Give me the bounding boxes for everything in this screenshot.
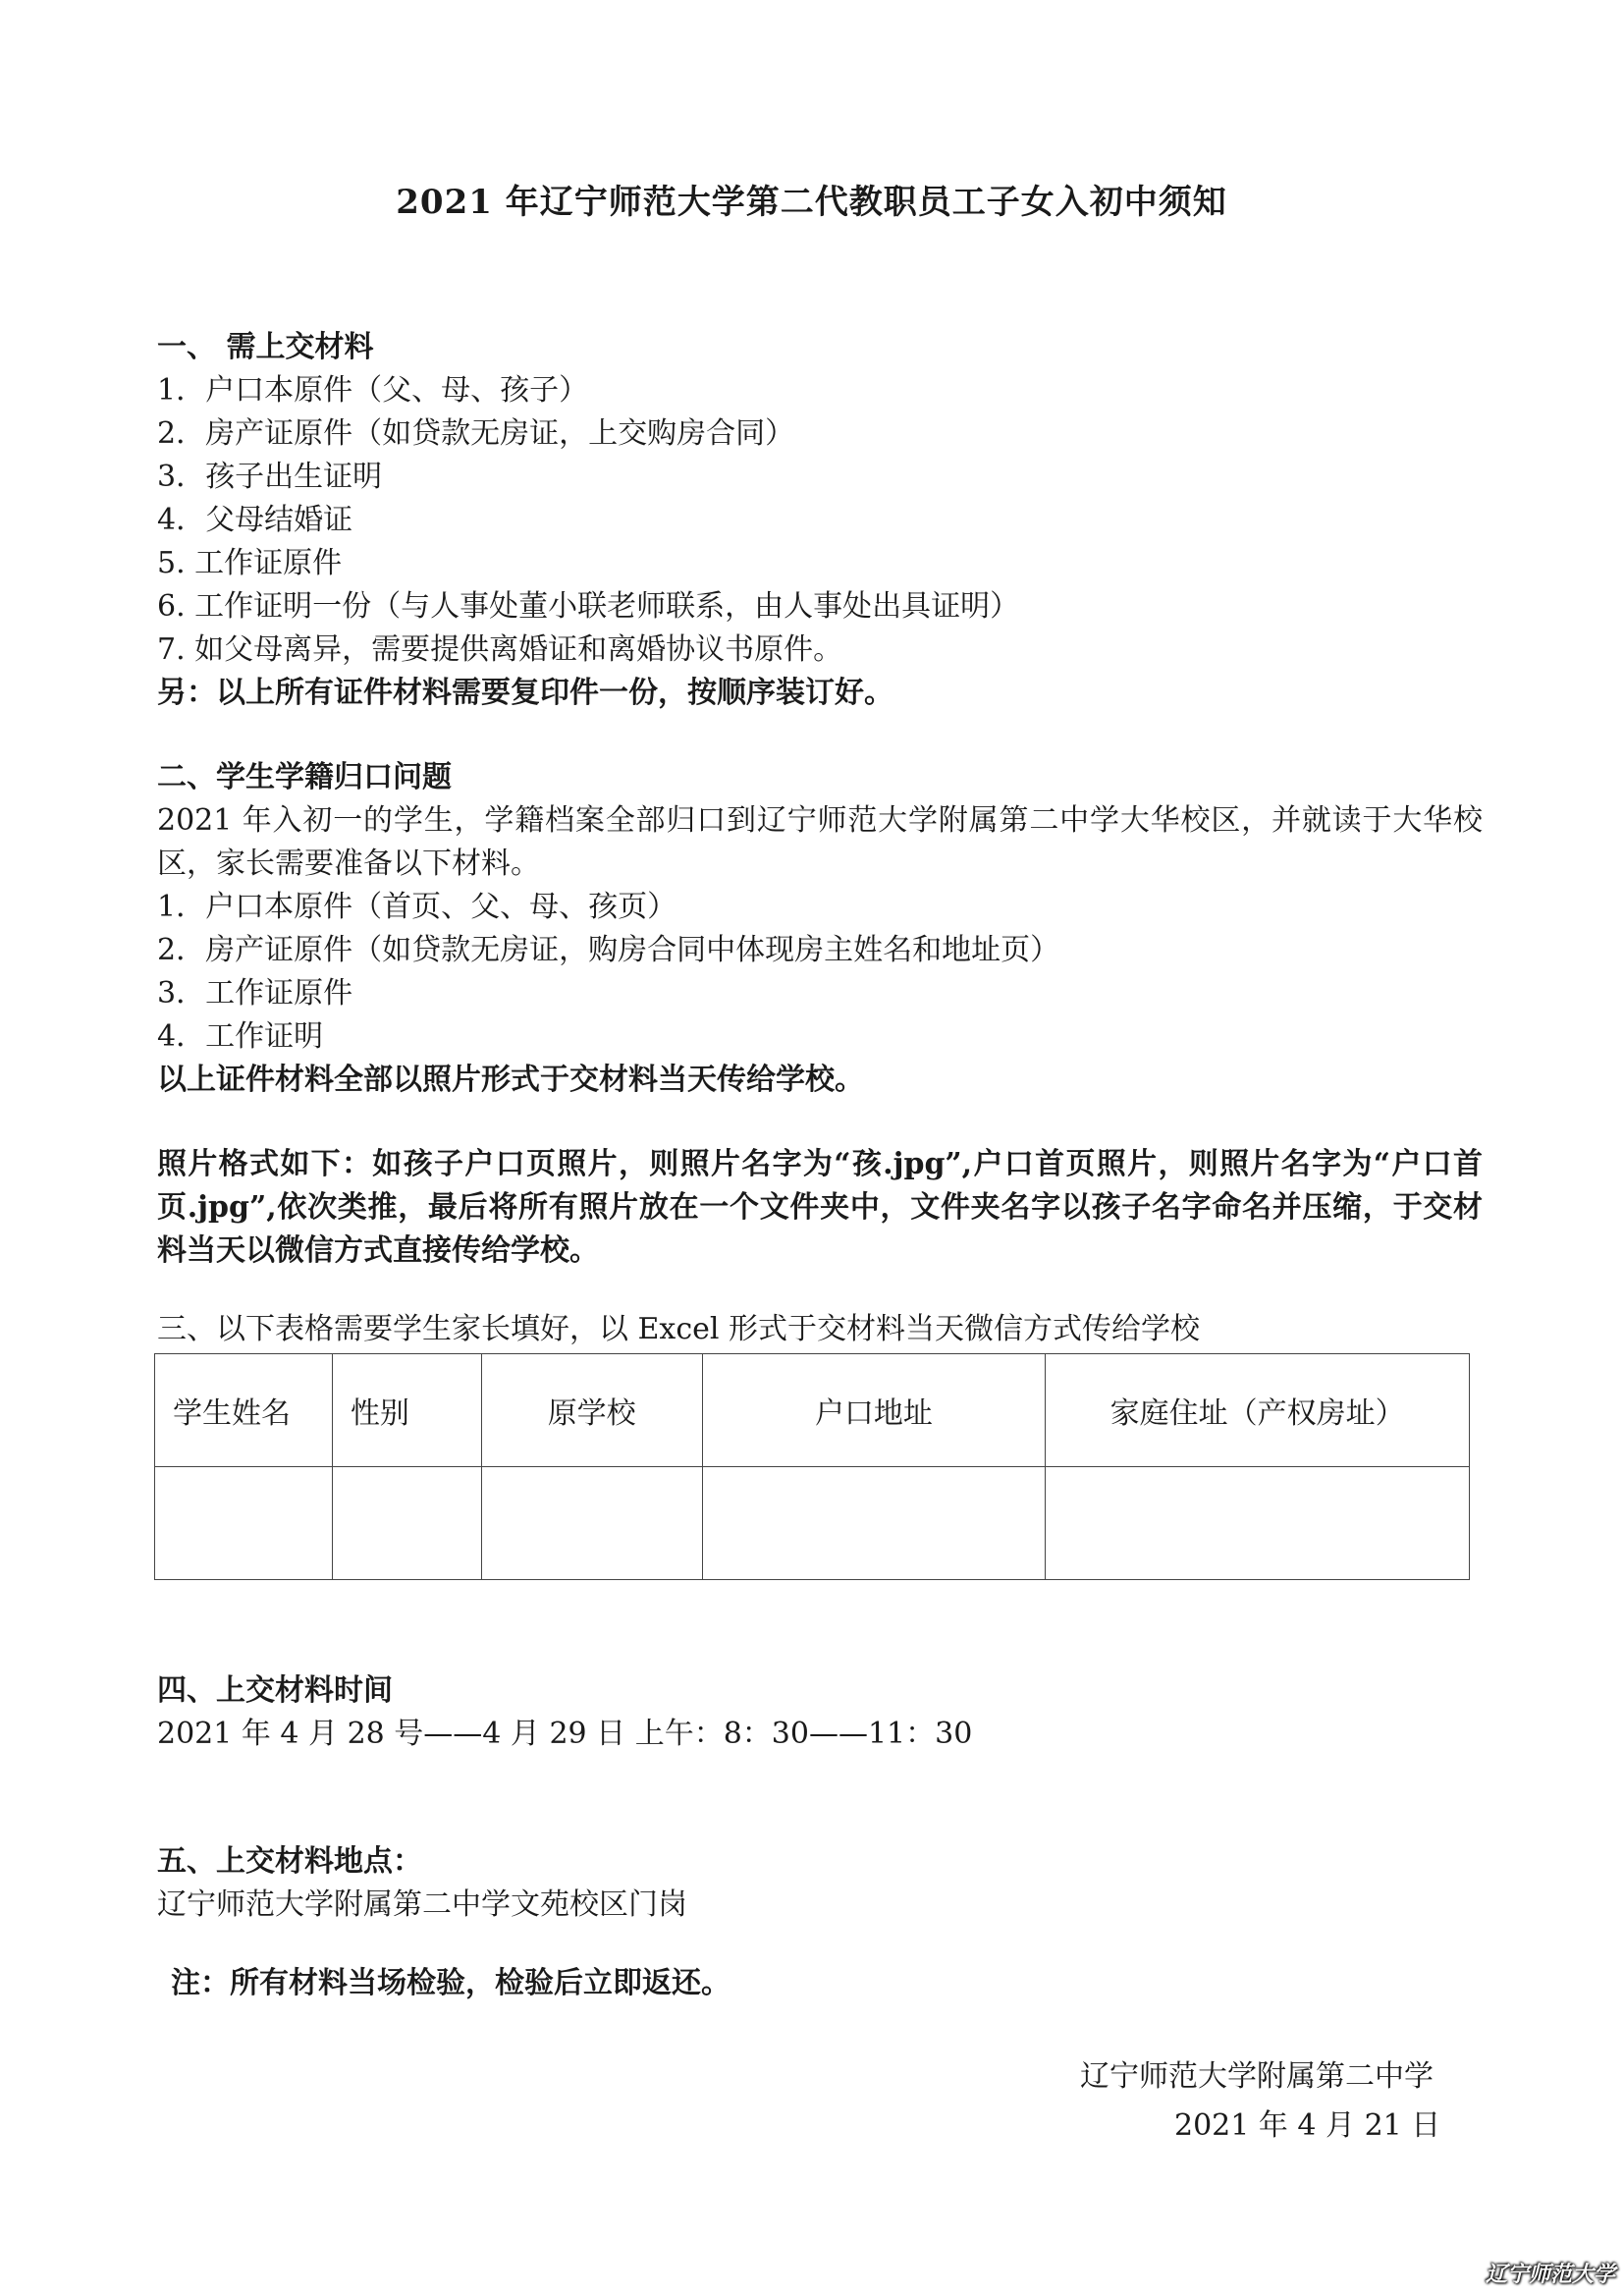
section2-intro: 2021 年入初一的学生，学籍档案全部归口到辽宁师范大学附属第二中学大华校区，并就读于大华校区，家长需要准备以下材料。 (157, 803, 1483, 881)
section1-item: 6. 工作证明一份（与人事处董小联老师联系，由人事处出具证明） (157, 589, 1020, 624)
section2-heading: 二、学生学籍归口问题 (157, 760, 452, 794)
section2-item: 2．房产证原件（如贷款无房证，购房合同中体现房主姓名和地址页） (157, 933, 1060, 967)
section1-item: 1．户口本原件（父、母、孩子） (157, 373, 589, 408)
section3-heading: 三、以下表格需要学生家长填好，以 Excel 形式于交材料当天微信方式传给学校 (157, 1312, 1201, 1346)
photo-format-instructions: 照片格式如下：如孩子户口页照片，则照片名字为“孩.jpg”,户口首页照片，则照片名字为“户口首页.jpg”,依次类推，最后将所有照片放在一个文件夹中，文件夹名字以孩子名字命名并压缩，于交材料当天以微信方式直接传给学校。 (157, 1147, 1483, 1268)
section1-item: 5. 工作证原件 (157, 546, 343, 580)
section2-item: 4．工作证明 (157, 1019, 324, 1054)
table-cell[interactable] (702, 1467, 1046, 1580)
section4-heading: 四、上交材料时间 (157, 1673, 393, 1708)
section1-item: 7. 如父母离异，需要提供离婚证和离婚协议书原件。 (157, 632, 843, 667)
table-header-household-address: 户口地址 (702, 1354, 1046, 1467)
table-header-home-address: 家庭住址（产权房址） (1046, 1354, 1470, 1467)
table-row (155, 1467, 1470, 1580)
section4-text: 2021 年 4 月 28 号——4 月 29 日 上午：8：30——11：30 (157, 1717, 973, 1751)
table-cell[interactable] (155, 1467, 333, 1580)
watermark-logo: 辽宁师范大学 (1485, 2263, 1615, 2287)
document-body (157, 326, 1483, 1351)
section1-item: 2．房产证原件（如贷款无房证，上交购房合同） (157, 416, 795, 451)
footnote: 注：所有材料当场检验，检验后立即返还。 (171, 1966, 730, 2000)
signature-org: 辽宁师范大学附属第二中学 (1080, 2059, 1434, 2094)
table-cell[interactable] (1046, 1467, 1470, 1580)
signature-block (1080, 2052, 1440, 2151)
signature-date: 2021 年 4 月 21 日 (1174, 2108, 1441, 2143)
table-cell[interactable] (332, 1467, 481, 1580)
page-title: 2021 年辽宁师范大学第二代教职员工子女入初中须知 (396, 183, 1227, 222)
section1-note: 另：以上所有证件材料需要复印件一份，按顺序装订好。 (157, 676, 893, 710)
table-header-student-name: 学生姓名 (155, 1354, 333, 1467)
section2-note: 以上证件材料全部以照片形式于交材料当天传给学校。 (157, 1063, 864, 1097)
table-header-former-school: 原学校 (481, 1354, 702, 1467)
table-cell[interactable] (481, 1467, 702, 1580)
document-body-lower (157, 1669, 1483, 2005)
section2-item: 3．工作证原件 (157, 976, 353, 1011)
table-header-gender: 性别 (332, 1354, 481, 1467)
section2-item: 1．户口本原件（首页、父、母、孩页） (157, 890, 677, 924)
info-form-table (154, 1353, 1470, 1580)
section1-heading: 一、 需上交材料 (157, 330, 374, 364)
section1-item: 3．孩子出生证明 (157, 460, 383, 494)
table-header-row (155, 1354, 1470, 1467)
section5-heading: 五、上交材料地点： (157, 1844, 422, 1879)
section1-item: 4．父母结婚证 (157, 503, 353, 537)
section5-text: 辽宁师范大学附属第二中学文苑校区门岗 (157, 1887, 687, 1922)
